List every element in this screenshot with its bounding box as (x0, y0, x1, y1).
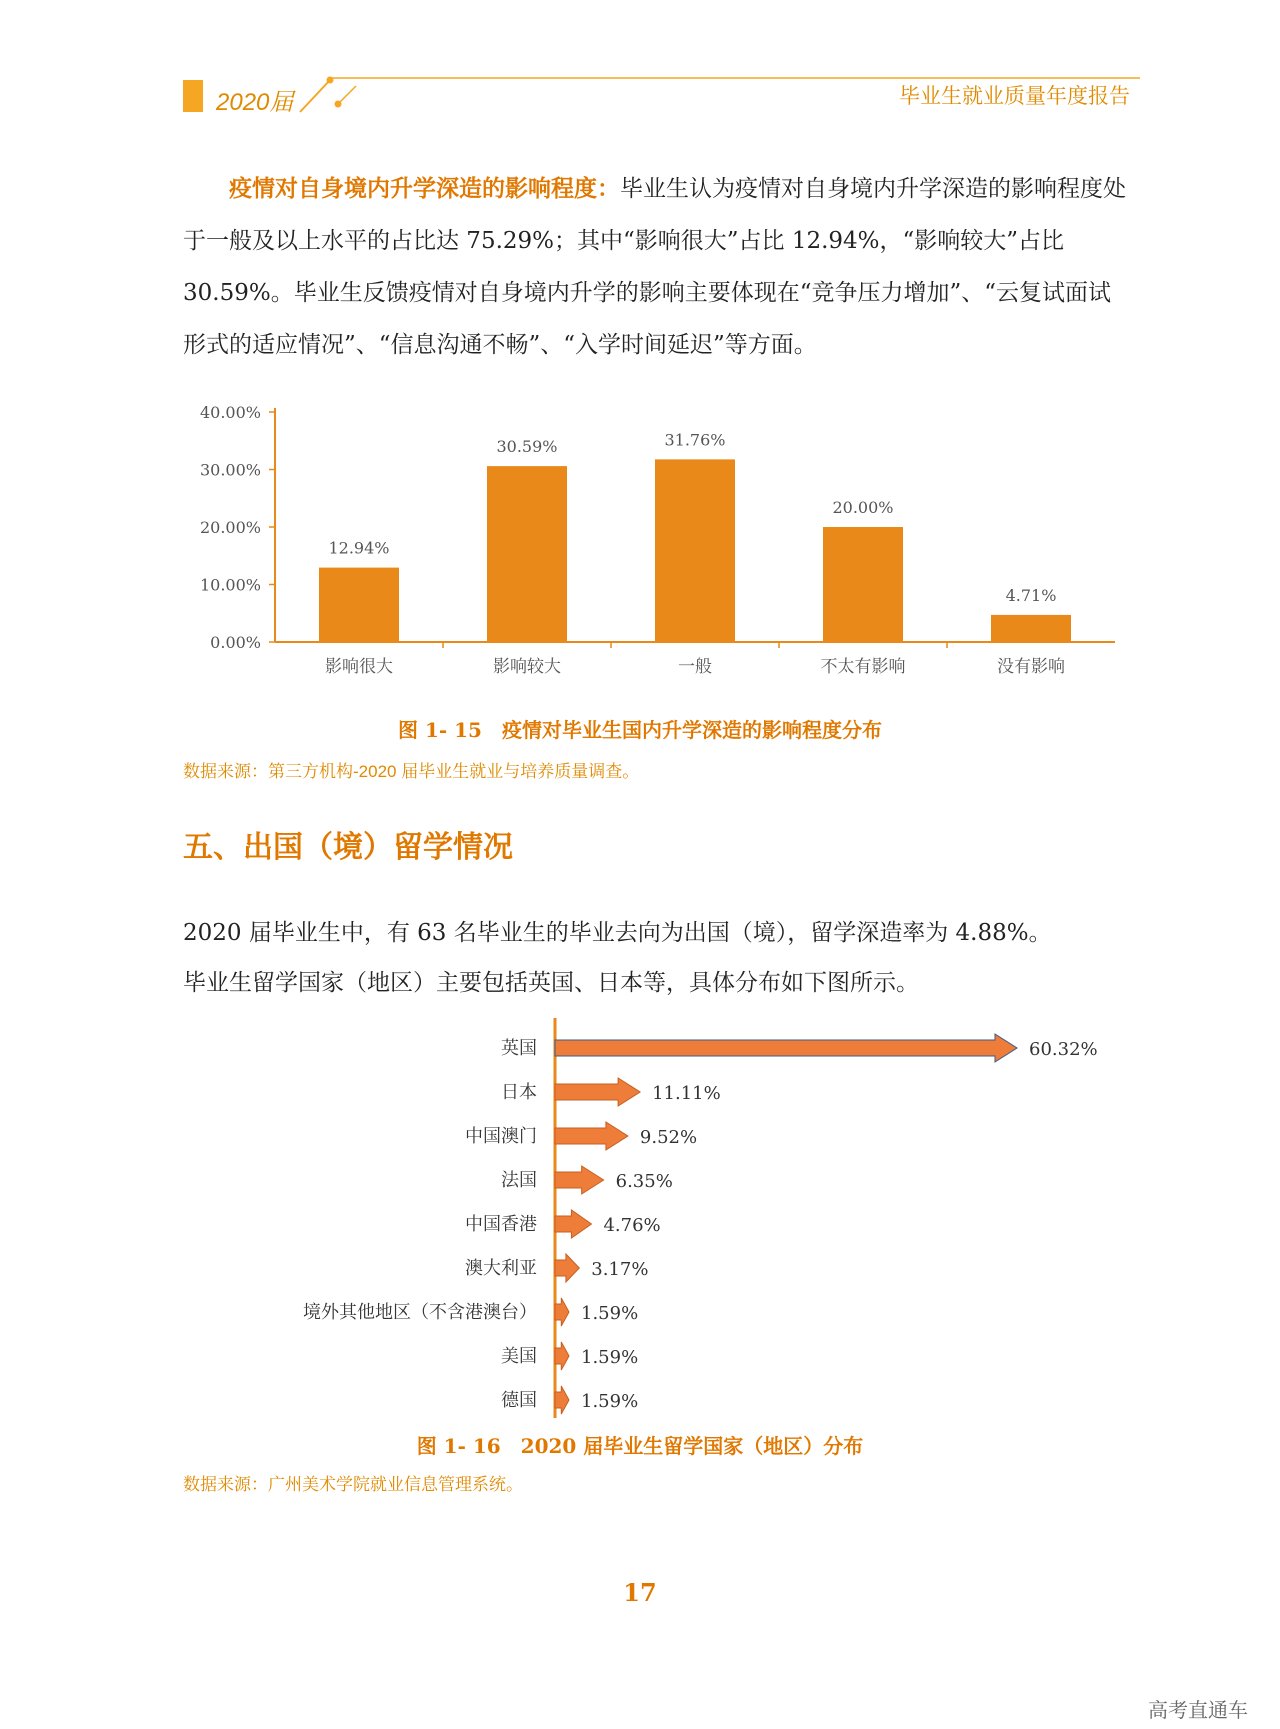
value-label: 6.35% (615, 1171, 673, 1192)
paragraph-study-abroad (183, 908, 1133, 1008)
x-tick-label: 影响很大 (325, 657, 393, 677)
bar-value-label: 12.94% (328, 538, 390, 558)
arrow-bar (555, 1386, 569, 1414)
bar-value-label: 30.59% (496, 437, 558, 457)
header-year: 2020届 (216, 89, 294, 116)
x-tick-label: 没有影响 (997, 657, 1065, 677)
value-label: 1.59% (581, 1391, 639, 1412)
x-tick-label: 不太有影响 (820, 657, 906, 677)
bar-value-label: 20.00% (832, 498, 894, 517)
x-tick-label: 一般 (678, 657, 712, 677)
arrow-bar (555, 1298, 569, 1326)
figure2-source: 数据来源：广州美术学院就业信息管理系统。 (183, 1475, 523, 1494)
category-label: 法国 (501, 1170, 537, 1191)
category-label: 英国 (501, 1038, 537, 1059)
value-label: 9.52% (639, 1127, 698, 1148)
bar (991, 615, 1071, 642)
category-label: 澳大利亚 (465, 1258, 537, 1279)
watermark: 高考直通车 (1148, 1698, 1248, 1722)
section-title: 五、出国（境）留学情况 (183, 830, 513, 865)
value-label: 3.17% (591, 1259, 649, 1280)
impact-bar-chart (183, 395, 1133, 685)
arrow-bar (555, 1210, 591, 1238)
arrow-bar (555, 1166, 604, 1194)
category-label: 中国香港 (465, 1214, 537, 1235)
arrow-bar (555, 1034, 1017, 1062)
figure1-caption: 图 1- 15 疫情对毕业生国内升学深造的影响程度分布 (398, 718, 882, 742)
category-label: 中国澳门 (465, 1126, 537, 1147)
paragraph2-line2: 毕业生留学国家（地区）主要包括英国、日本等，具体分布如下图所示。 (183, 970, 919, 996)
value-label: 1.59% (581, 1303, 639, 1324)
bar (319, 568, 399, 642)
category-label: 日本 (501, 1082, 537, 1103)
bar (655, 459, 735, 642)
value-label: 60.32% (1029, 1039, 1098, 1060)
arrow-bar (555, 1122, 628, 1150)
category-label: 美国 (501, 1346, 537, 1367)
paragraph-impact (183, 163, 1133, 371)
figure1-source: 数据来源：第三方机构-2020 届毕业生就业与培养质量调查。 (183, 762, 640, 781)
bar-value-label: 31.76% (664, 430, 726, 450)
arrow-bar (555, 1342, 569, 1370)
arrow-bar (555, 1254, 579, 1282)
value-label: 4.76% (603, 1215, 661, 1236)
bar-value-label: 4.71% (1005, 585, 1057, 605)
bar (823, 527, 903, 642)
paragraph-text: 毕业生认为疫情对自身境内升学深造的影响程度处于一般及以上水平的占比达 75.29%；其中“影响很大”占比 12.94%，“影响较大”占比 30.59%。毕业生反馈疫情对自身境内升学的影响主要体现在“竞争压力增加”、“云复试面试形式的适应情况”、“信息沟通不畅”、“入学时间延迟”等方面。 (183, 176, 1126, 358)
y-tick-label: 20.00% (199, 518, 261, 537)
y-tick-label: 40.00% (199, 403, 261, 422)
x-tick-label: 影响较大 (493, 657, 561, 677)
paragraph2-line1: 2020 届毕业生中，有 63 名毕业生的毕业去向为出国（境），留学深造率为 4.88%。 (183, 920, 1052, 946)
value-label: 1.59% (581, 1347, 639, 1368)
bar (487, 466, 567, 642)
y-tick-label: 10.00% (199, 575, 261, 595)
value-label: 11.11% (652, 1083, 721, 1104)
figure2-caption: 图 1- 16 2020 届毕业生留学国家（地区）分布 (416, 1434, 864, 1458)
page-number: 17 (623, 1578, 657, 1607)
header-accent-bar (183, 80, 203, 112)
country-arrow-chart (183, 1018, 1133, 1418)
y-tick-label: 0.00% (210, 633, 261, 652)
header-title: 毕业生就业质量年度报告 (899, 85, 1130, 108)
category-label: 德国 (501, 1390, 537, 1411)
y-tick-label: 30.00% (199, 460, 261, 480)
arrow-bar (555, 1078, 640, 1106)
category-label: 境外其他地区（不含港澳台） (303, 1302, 537, 1323)
paragraph-lead: 疫情对自身境内升学深造的影响程度： (229, 175, 620, 202)
